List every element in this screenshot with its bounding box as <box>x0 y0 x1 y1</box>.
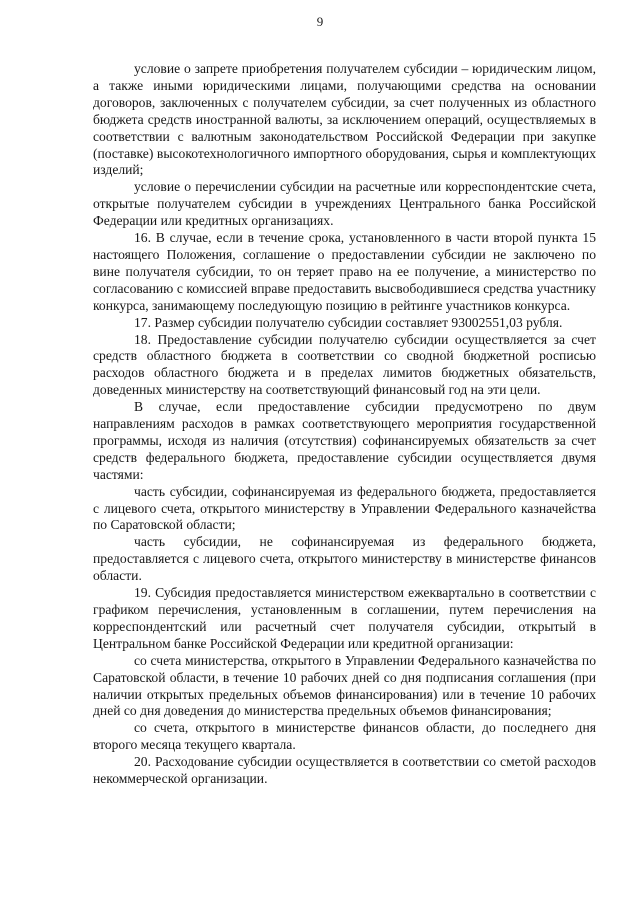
paragraph-two-directions: В случае, если предоставление субсидии предусмотрено по двум направлениям расходов в рамках соответствующего мероприятия государственной программы, исходя из наличия (отсутствия) софинансируемых обязательств за счет средств федерального бюджета, предоставление субсидии осуществляется двумя частями: <box>93 399 596 482</box>
paragraph-transfer-accounts: условие о перечислении субсидии на расчетные или корреспондентские счета, открытые получателем субсидии в учреждениях Центрального банка Российской Федерации или кредитных организациях. <box>93 179 596 229</box>
paragraph-clause-18: 18. Предоставление субсидии получателю субсидии осуществляется за счет средств областного бюджета в соответствии со сводной бюджетной росписью расходов областного бюджета и в пределах лимитов бюджетных обязательств, доведенных министерству на соответствующий финансовый год на эти цели. <box>93 331 596 398</box>
paragraph-finance-ministry-account: со счета, открытого в министерстве финансов области, до последнего дня второго месяца текущего квартала. <box>93 720 596 753</box>
page-number: 9 <box>316 14 324 29</box>
paragraph-treasury-account: со счета министерства, открытого в Управлении Федерального казначейства по Саратовской области, в течение 10 рабочих дней со дня подписания соглашения (при наличии открытых предельных объемов финансирования) или в течение 10 рабочих дней со дня доведения до министерства предельных объемов финансирования; <box>93 652 596 719</box>
paragraph-clause-17: 17. Размер субсидии получателю субсидии составляет 93002551,03 рубля. <box>134 314 563 330</box>
document-body <box>93 61 596 788</box>
paragraph-clause-16: 16. В случае, если в течение срока, установленного в части второй пункта 15 настоящего Положения, соглашение о предоставлении субсидии не заключено по вине получателя субсидии, то он теряет право на ее получение, а министерство по согласованию с комиссией вправе предоставить высвободившиеся средства участнику конкурса, занимающему последующую позицию в рейтинге участников конкурса. <box>93 230 596 313</box>
paragraph-clause-20: 20. Расходование субсидии осуществляется в соответствии со сметой расходов некоммерческой организации. <box>93 754 596 787</box>
paragraph-currency-restriction: условие о запрете приобретения получателем субсидии – юридическим лицом, а также иными юридическими лицами, получающими средства на основании договоров, заключенных с получателем субсидии, за счет полученных из областного бюджета средств иностранной валюты, за исключением операций, осуществляемых в соответствии с валютным законодательством Российской Федерации при закупке (поставке) высокотехнологичного импортного оборудования, сырья и комплектующих изделий; <box>93 61 596 178</box>
paragraph-cofinanced-part: часть субсидии, софинансируемая из федерального бюджета, предоставляется с лицевого счета, открытого министерству в Управлении Федерального казначейства по Саратовской области; <box>93 483 596 533</box>
paragraph-clause-19: 19. Субсидия предоставляется министерством ежеквартально в соответствии с графиком перечисления, установленным в соглашении, путем перечисления на корреспондентский или расчетный счет получателя субсидии, открытый в Центральном банке Российской Федерации или кредитной организации: <box>93 585 596 651</box>
paragraph-non-cofinanced-part: часть субсидии, не софинансируемая из федерального бюджета, предоставляется с лицевого счета, открытого министерству в министерстве финансов области. <box>93 534 596 584</box>
